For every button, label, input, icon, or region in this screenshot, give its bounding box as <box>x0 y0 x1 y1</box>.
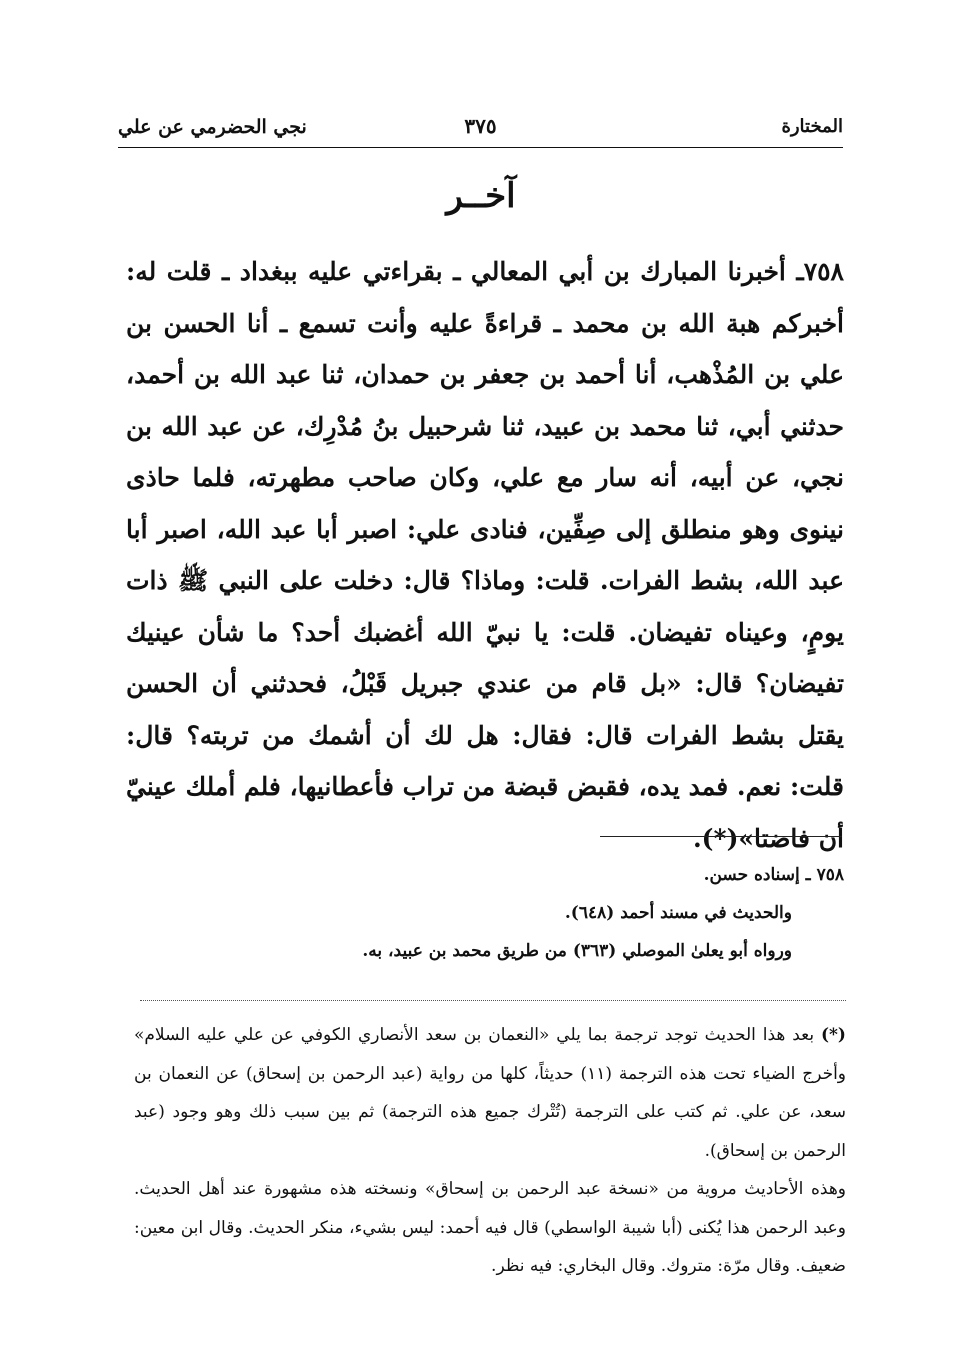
header-chapter-name: نجي الحضرمي عن علي <box>118 116 307 138</box>
header-divider <box>118 147 843 148</box>
star-marker: (*) <box>821 1025 846 1045</box>
note-line-1: ٧٥٨ ـ إسناده حسن. <box>703 865 844 885</box>
star-footnote <box>134 1016 846 1286</box>
running-header <box>118 104 843 148</box>
hadith-number: ٧٥٨ <box>803 257 844 286</box>
page-number: ٣٧٥ <box>464 114 497 138</box>
footnote-divider <box>600 836 842 837</box>
hadith-text: ـ أخبرنا المبارك بن أبي المعالي ـ بقراءتي عليه ببغداد ـ قلت له: أخبركم هبة الله بن محمد ـ قراءةً عليه وأنت تسمع ـ أنا الحسن بن علي بن المُذْهب، أنا أحمد بن جعفر بن حمدان، ثنا عبد الله بن أحمد، حدثني أبي، ثنا محمد بن عبيد، ثنا شرحبيل بنُ مُدْرِك، عن عبد الله بن نجي، عن أبيه، أنه سار مع علي، وكان صاحب مطهرته، فلما حاذى نينوى وهو منطلق إلى صِفِّين، فنادى علي: اصبر أبا عبد الله، اصبر أبا عبد الله، بشط الفرات. قلت: وماذا؟ قال: دخلت على النبي ﷺ ذات يومٍ، وعيناه تفيضان. قلت: يا نبيّ الله أغضبك أحد؟ ما شأن عينيك تفيضان؟ قال: «بل قام من عندي جبريل قَبْلُ، فحدثني أن الحسن يقتل بشط الفرات قال: فقال: هل لك أن أشمك من تربته؟ قال: قلت: نعم. فمد يده، فقبض قبضة من تراب فأعطانيها، فلم أملك عينيّ أن فاضتا»(*). <box>126 257 844 853</box>
hadith-body <box>126 246 844 864</box>
note-line-3: ورواه أبو يعلىٰ الموصلي (٣٦٣) من طريق محمد بن عبيد، به. <box>362 941 792 961</box>
star-note-para-2: وهذه الأحاديث مروية من «نسخة عبد الرحمن بن إسحاق» ونسخته هذه مشهورة عند أهل الحديث. وعبد الرحمن هذا يُكنى (أبا شيبة الواسطي) قال فيه أحمد: ليس بشيء، منكر الحديث. وقال ابن معين: ضعيف. وقال مرّة: متروك. وقال البخاري: فيه نظر. <box>134 1179 846 1276</box>
takhrij-notes <box>140 856 844 970</box>
section-title: آخــر <box>446 176 516 216</box>
star-note-para-1 <box>134 1016 846 1170</box>
star-note-divider <box>140 1000 846 1001</box>
header-section-name: المختارة <box>781 116 843 137</box>
note-line-2: والحديث في مسند أحمد (٦٤٨). <box>564 903 792 923</box>
star-note-text-1: بعد هذا الحديث توجد ترجمة بما يلي «النعمان بن سعد الأنصاري الكوفي عن علي عليه السلام» وأخرج الضياء تحت هذه الترجمة (١١) حديثاً، كلها من رواية (عبد الرحمن بن إسحاق) عن النعمان بن سعد، عن علي. ثم كتب على الترجمة (تُتْرك جميع هذه الترجمة) ثم بين سبب ذلك وهو وجود (عبد الرحمن بن إسحاق). <box>134 1025 847 1161</box>
